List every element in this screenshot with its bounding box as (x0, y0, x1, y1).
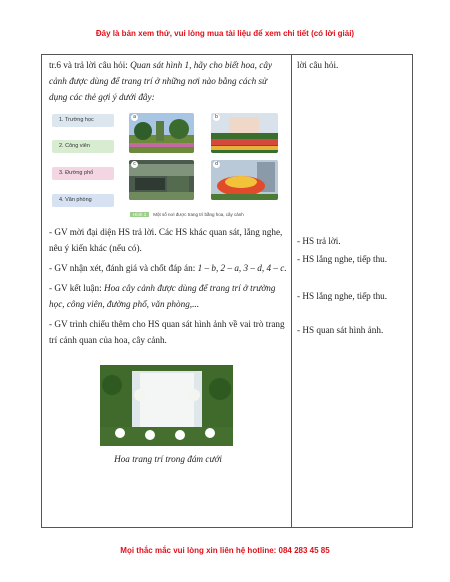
p4: - GV trình chiếu thêm cho HS quan sát hình ảnh về vai trò trang trí cảnh quan của hoa, cây cảnh. (49, 319, 285, 345)
figure-caption-text: Một số nơi được trang trí bằng hoa, cây cảnh (153, 212, 244, 217)
teacher-column (49, 57, 287, 105)
wedding-caption: Hoa trang trí trong đám cưới (114, 454, 222, 464)
intro-paragraph (49, 57, 287, 105)
photo-d (211, 160, 278, 200)
student-line-3: - HS lắng nghe, tiếp thu. (297, 254, 388, 264)
p3-conclusion: Hoa cây cảnh được dùng để trang trí ở trường học, công viên, đường phố, văn phòng,... (49, 283, 276, 309)
tag-street: 3. Đường phố (52, 167, 114, 180)
tag-school: 1. Trường học (52, 114, 114, 127)
p3-prefix: - GV kết luận: (49, 283, 104, 293)
tag-park: 2. Công viên (52, 140, 114, 153)
photo-c-label: c (131, 161, 138, 168)
student-line-1: lời câu hỏi. (297, 60, 339, 70)
p3 (49, 280, 287, 312)
preview-banner-top: Đây là bản xem thử, vui lòng mua tài liệu để xem chi tiết (có lời giải) (95, 29, 355, 38)
figure-1 (49, 112, 284, 220)
figure-label: Hình 1 (130, 212, 149, 217)
student-line-4: - HS lắng nghe, tiếp thu. (297, 291, 388, 301)
student-line-5: - HS quan sát hình ảnh. (297, 325, 384, 335)
figure-caption (130, 212, 244, 217)
wedding-decor-image (100, 365, 233, 446)
p1: - GV mời đại diện HS trả lời. Các HS khác quan sát, lắng nghe, nêu ý kiến khác (nếu có). (49, 227, 283, 253)
hotline-banner-bottom: Mọi thắc mắc vui lòng xin liên hệ hotline: 084 283 45 85 (120, 546, 330, 555)
park-photo-image (129, 113, 194, 153)
photo-c (129, 160, 194, 200)
photo-b-label: b (213, 114, 220, 121)
tag-office: 4. Văn phòng (52, 194, 114, 207)
teacher-column-lower (49, 224, 287, 348)
photo-a-label: a (131, 114, 138, 121)
photo-b (211, 113, 278, 153)
p2-prefix: - GV nhận xét, đánh giá và chốt đáp án: (49, 263, 198, 273)
school-photo-image (211, 113, 278, 153)
intro-prefix: tr.6 và trả lời câu hỏi: (49, 60, 131, 70)
intro-question: Quan sát hình 1, hãy cho biết hoa, cây cảnh được dùng để trang trí ở những nơi nào bằng cách sử dụng các thẻ gợi ý dưới đây: (49, 60, 273, 102)
photo-d-label: d (213, 161, 220, 168)
column-divider (291, 54, 292, 528)
photo-a (129, 113, 194, 153)
street-photo-image (211, 160, 278, 200)
p2-answer: 1 – b, 2 – a, 3 – d, 4 – c. (197, 263, 287, 273)
p2 (49, 260, 287, 276)
office-photo-image (129, 160, 194, 200)
wedding-photo (100, 365, 233, 446)
student-line-2: - HS trả lời. (297, 236, 341, 246)
